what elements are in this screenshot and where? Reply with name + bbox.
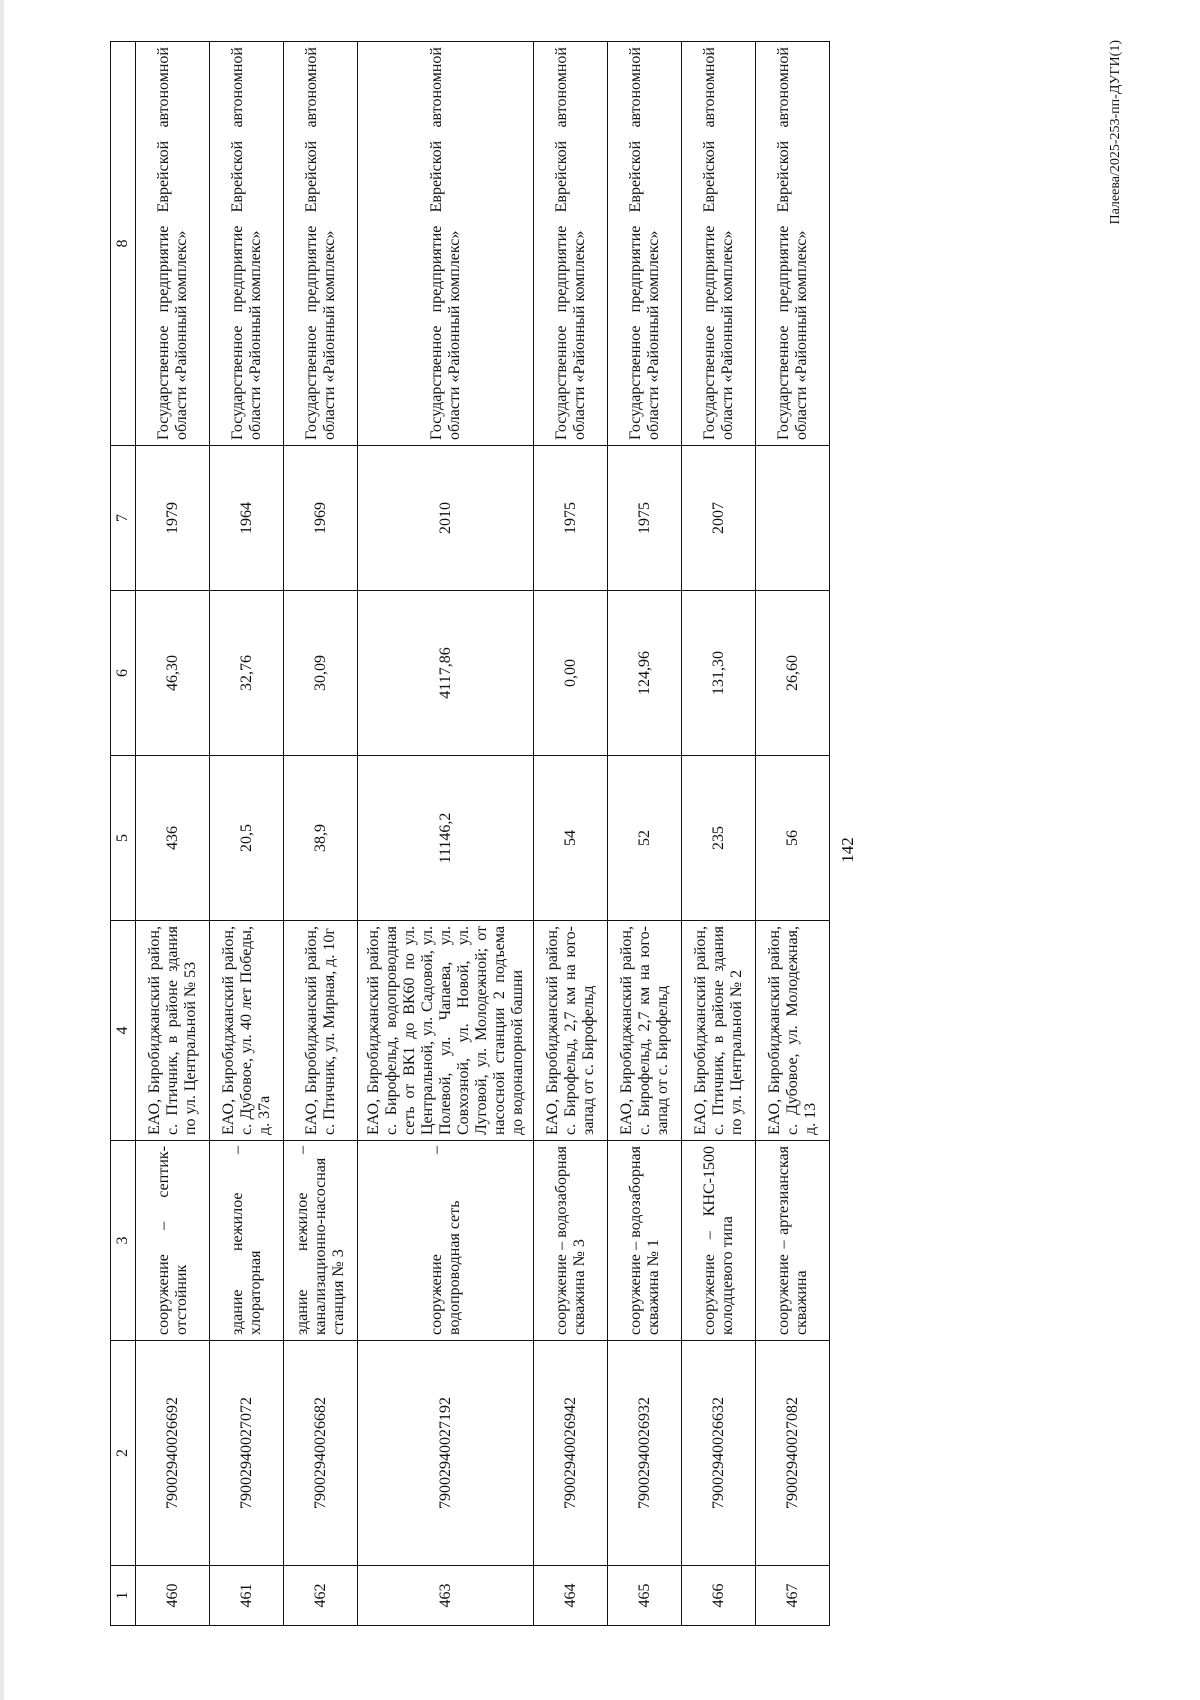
year-built: 2007 <box>682 446 756 591</box>
object-area: 56 <box>756 756 830 921</box>
owner-name: Государственное предприятие Еврейской автономной области «Районный комплекс» <box>682 42 756 446</box>
cadastral-number: 79002940027082 <box>756 1341 830 1566</box>
owner-name: Государственное предприятие Еврейской автономной области «Районный комплекс» <box>210 42 284 446</box>
book-value: 26,60 <box>756 591 830 756</box>
year-built: 1964 <box>210 446 284 591</box>
column-header-7: 7 <box>111 446 136 591</box>
row-number: 463 <box>358 1566 534 1626</box>
object-address: ЕАО, Биробиджанский район, с. Бирофельд, водопроводная сеть от ВК1 до ВК60 по ул. Центральной, ул. Садовой, ул. Полевой, ул. Чапаева, ул. Совхозной, ул. Новой, ул. Луговой, ул. Молодежной; от насосной станции 2 подъема до водонапорной башни <box>358 921 534 1141</box>
object-address: ЕАО, Биробиджанский район, с. Птичник, в районе здания по ул. Центральной № 2 <box>682 921 756 1141</box>
table-row <box>136 42 210 1626</box>
table-row <box>756 42 830 1626</box>
object-type: сооружение – водозаборная скважина № 1 <box>608 1141 682 1341</box>
object-area: 11146,2 <box>358 756 534 921</box>
owner-name: Государственное предприятие Еврейской автономной области «Районный комплекс» <box>756 42 830 446</box>
book-value: 131,30 <box>682 591 756 756</box>
object-address: ЕАО, Биробиджанский район, с. Дубовое, ул. Молодежная, д. 13 <box>756 921 830 1141</box>
owner-name: Государственное предприятие Еврейской автономной области «Районный комплекс» <box>534 42 608 446</box>
table-row <box>284 42 358 1626</box>
cadastral-number: 79002940026632 <box>682 1341 756 1566</box>
year-built: 1979 <box>136 446 210 591</box>
row-number: 467 <box>756 1566 830 1626</box>
book-value: 46,30 <box>136 591 210 756</box>
object-type: сооружение – водозаборная скважина № 3 <box>534 1141 608 1341</box>
row-number: 462 <box>284 1566 358 1626</box>
header-row <box>111 42 136 1626</box>
column-header-4: 4 <box>111 921 136 1141</box>
cadastral-number: 79002940026682 <box>284 1341 358 1566</box>
column-header-8: 8 <box>111 42 136 446</box>
book-value: 0,00 <box>534 591 608 756</box>
cadastral-number: 79002940027072 <box>210 1341 284 1566</box>
year-built: 1975 <box>534 446 608 591</box>
column-header-5: 5 <box>111 756 136 921</box>
table-row <box>358 42 534 1626</box>
object-type: здание нежилое – хлораторная <box>210 1141 284 1341</box>
table-row <box>682 42 756 1626</box>
object-address: ЕАО, Биробиджанский район, с. Птичник, в районе здания по ул. Центральной № 53 <box>136 921 210 1141</box>
row-number: 460 <box>136 1566 210 1626</box>
column-header-6: 6 <box>111 591 136 756</box>
cadastral-number: 79002940026932 <box>608 1341 682 1566</box>
object-type: сооружение – КНС-1500 колодцевого типа <box>682 1141 756 1341</box>
object-area: 20,5 <box>210 756 284 921</box>
column-header-3: 3 <box>111 1141 136 1341</box>
owner-name: Государственное предприятие Еврейской автономной области «Районный комплекс» <box>608 42 682 446</box>
table-row <box>608 42 682 1626</box>
year-built: 1975 <box>608 446 682 591</box>
year-built <box>756 446 830 591</box>
object-address: ЕАО, Биробиджанский район, с. Птичник, ул. Мирная, д. 10г <box>284 921 358 1141</box>
cadastral-number: 79002940026692 <box>136 1341 210 1566</box>
object-area: 52 <box>608 756 682 921</box>
property-registry-table <box>110 41 830 1626</box>
footer-reference: Палеева/2025-253-пп-ДУГИ(1) <box>1108 40 1123 225</box>
cadastral-number: 79002940026942 <box>534 1341 608 1566</box>
object-type: сооружение – водопроводная сеть <box>358 1141 534 1341</box>
table-row <box>534 42 608 1626</box>
row-number: 464 <box>534 1566 608 1626</box>
object-area: 436 <box>136 756 210 921</box>
object-address: ЕАО, Биробиджанский район, с. Дубовое, ул. 40 лет Победы, д. 37а <box>210 921 284 1141</box>
year-built: 2010 <box>358 446 534 591</box>
object-area: 235 <box>682 756 756 921</box>
column-header-1: 1 <box>111 1566 136 1626</box>
column-header-2: 2 <box>111 1341 136 1566</box>
book-value: 32,76 <box>210 591 284 756</box>
object-area: 54 <box>534 756 608 921</box>
book-value: 4117,86 <box>358 591 534 756</box>
owner-name: Государственное предприятие Еврейской автономной области «Районный комплекс» <box>358 42 534 446</box>
book-value: 124,96 <box>608 591 682 756</box>
book-value: 30,09 <box>284 591 358 756</box>
owner-name: Государственное предприятие Еврейской автономной области «Районный комплекс» <box>284 42 358 446</box>
object-address: ЕАО, Биробиджанский район, с. Бирофельд, 2,7 км на юго-запад от с. Бирофельд <box>534 921 608 1141</box>
row-number: 465 <box>608 1566 682 1626</box>
object-address: ЕАО, Биробиджанский район, с. Бирофельд, 2,7 км на юго-запад от с. Бирофельд <box>608 921 682 1141</box>
table-row <box>210 42 284 1626</box>
object-type: сооружение – септик-отстойник <box>136 1141 210 1341</box>
owner-name: Государственное предприятие Еврейской автономной области «Районный комплекс» <box>136 42 210 446</box>
year-built: 1969 <box>284 446 358 591</box>
page-number: 142 <box>838 837 857 863</box>
table-body <box>136 42 830 1626</box>
row-number: 466 <box>682 1566 756 1626</box>
object-area: 38,9 <box>284 756 358 921</box>
object-type: здание нежилое – канализационно-насосная станция № 3 <box>284 1141 358 1341</box>
object-type: сооружение – артезианская скважина <box>756 1141 830 1341</box>
cadastral-number: 79002940027192 <box>358 1341 534 1566</box>
row-number: 461 <box>210 1566 284 1626</box>
